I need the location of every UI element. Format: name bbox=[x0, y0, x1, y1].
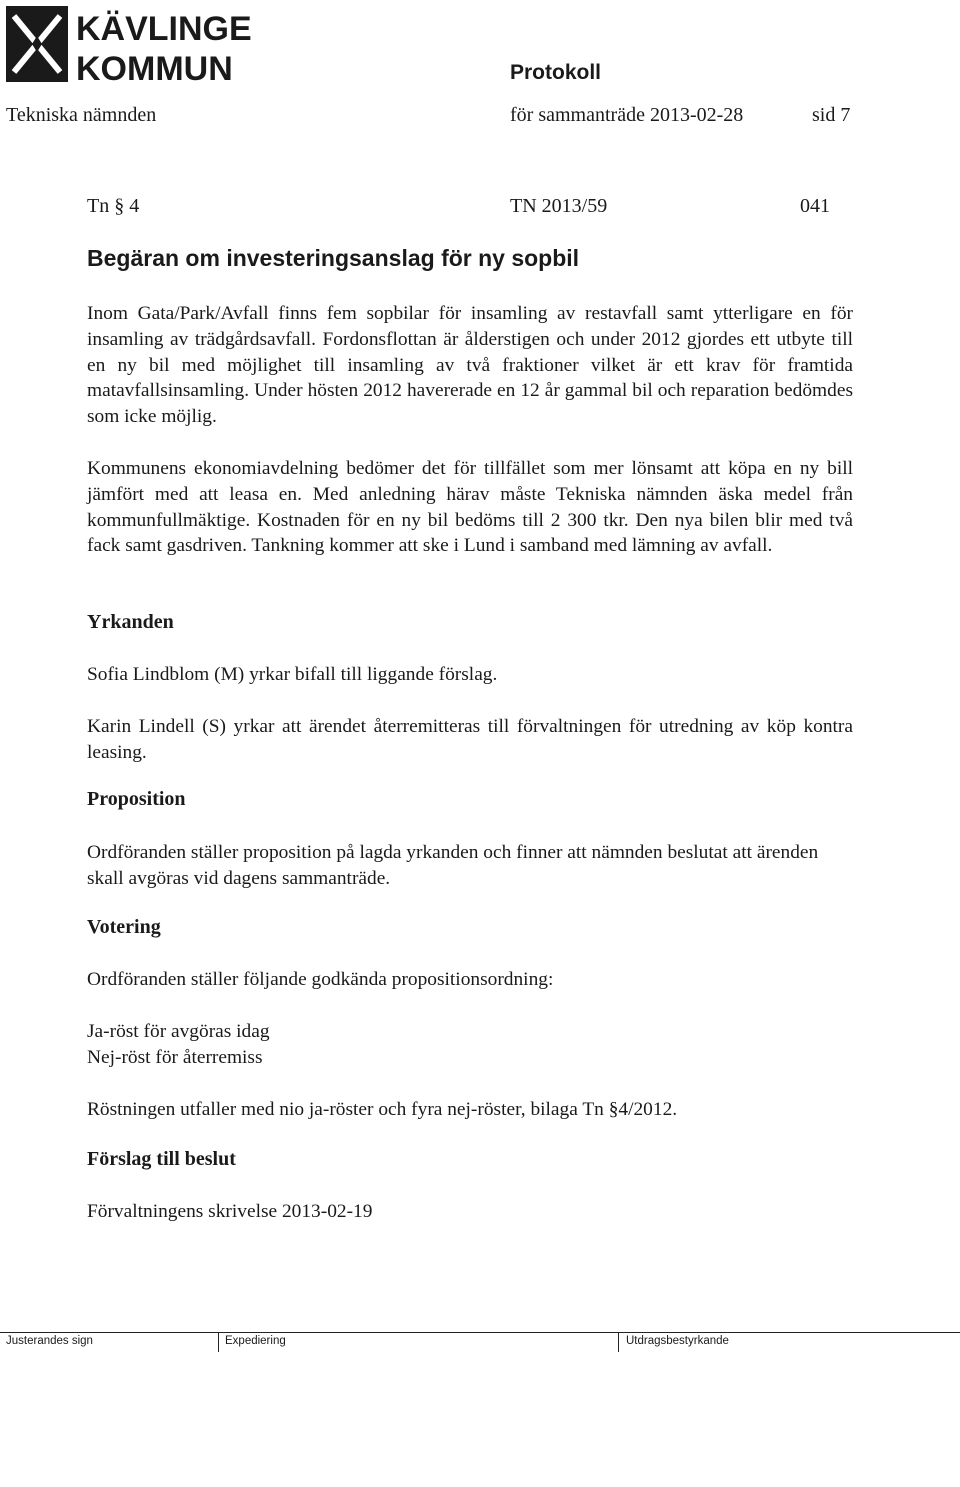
diary-number: TN 2013/59 bbox=[510, 195, 608, 217]
economy-paragraph: Kommunens ekonomiavdelning bedömer det för tillfället som mer lönsamt att köpa en ny bill jämfört med att leasa en. Med anledning härav måste Tekniska nämnden äska medel från kommunfullmäktige. Kostnaden för en ny bil bedöms till 2 300 tkr. Den nya bilen blir med två fack samt gasdriven. Tankning kommer att ske i Lund i samband med lämning av avfall. bbox=[87, 458, 853, 557]
heading-yrkanden: Yrkanden bbox=[87, 611, 174, 633]
heading-votering: Votering bbox=[87, 916, 161, 938]
page-number: sid 7 bbox=[812, 104, 851, 126]
yrkande-lindblom: Sofia Lindblom (M) yrkar bifall till liggande förslag. bbox=[87, 664, 498, 685]
logo-text-line2: KOMMUN bbox=[76, 50, 233, 88]
kavlinge-kommun-logo bbox=[6, 6, 252, 88]
ja-rost: Ja-röst för avgöras idag bbox=[87, 1021, 270, 1042]
votering-intro: Ordföranden ställer följande godkända propositionsordning: bbox=[87, 969, 554, 990]
background-paragraph: Inom Gata/Park/Avfall finns fem sopbilar för insamling av restavfall samt ytterligare en för insamling av trädgårdsavfall. Fordonsflottan är ålderstigen och under 2012 gjordes ett utbyte till en ny bil med möjlighet till insamling av två fraktioner vilket är ett krav för framtida matavfallsinsamling. Under hösten 2012 havererade en 12 år gammal bil och reparation bedömdes som icke möjlig. bbox=[87, 303, 853, 428]
page-title: Begäran om investeringsanslag för ny sopbil bbox=[87, 245, 580, 271]
paragraph-number: Tn § 4 bbox=[87, 195, 140, 217]
heading-forslag-till-beslut: Förslag till beslut bbox=[87, 1148, 236, 1170]
footer-expediering: Expediering bbox=[225, 1335, 286, 1347]
document-type: Protokoll bbox=[510, 61, 602, 84]
logo-emblem-icon bbox=[6, 6, 252, 88]
yrkande-lindell: Karin Lindell (S) yrkar att ärendet återremitteras till förvaltningen för utredning av köp kontra leasing. bbox=[87, 716, 853, 763]
footer-divider bbox=[218, 1332, 219, 1352]
footer-rule bbox=[0, 1332, 960, 1333]
logo-text-line1: KÄVLINGE bbox=[76, 10, 252, 48]
footer-divider bbox=[618, 1332, 619, 1352]
committee-name: Tekniska nämnden bbox=[6, 104, 157, 126]
case-code: 041 bbox=[800, 195, 830, 217]
meeting-date: för sammanträde 2013-02-28 bbox=[510, 104, 744, 126]
proposition-text: Ordföranden ställer proposition på lagda yrkanden och finner att nämnden beslutat att ärenden skall avgöras vid dagens sammanträde. bbox=[87, 842, 819, 889]
nej-rost: Nej-röst för återremiss bbox=[87, 1047, 263, 1068]
heading-proposition: Proposition bbox=[87, 788, 186, 810]
vote-result: Röstningen utfaller med nio ja-röster och fyra nej-röster, bilaga Tn §4/2012. bbox=[87, 1099, 678, 1120]
forslag-text: Förvaltningens skrivelse 2013-02-19 bbox=[87, 1201, 373, 1222]
footer-utdragsbestyrkande: Utdragsbestyrkande bbox=[626, 1335, 729, 1347]
footer-justerandes-sign: Justerandes sign bbox=[6, 1335, 93, 1347]
